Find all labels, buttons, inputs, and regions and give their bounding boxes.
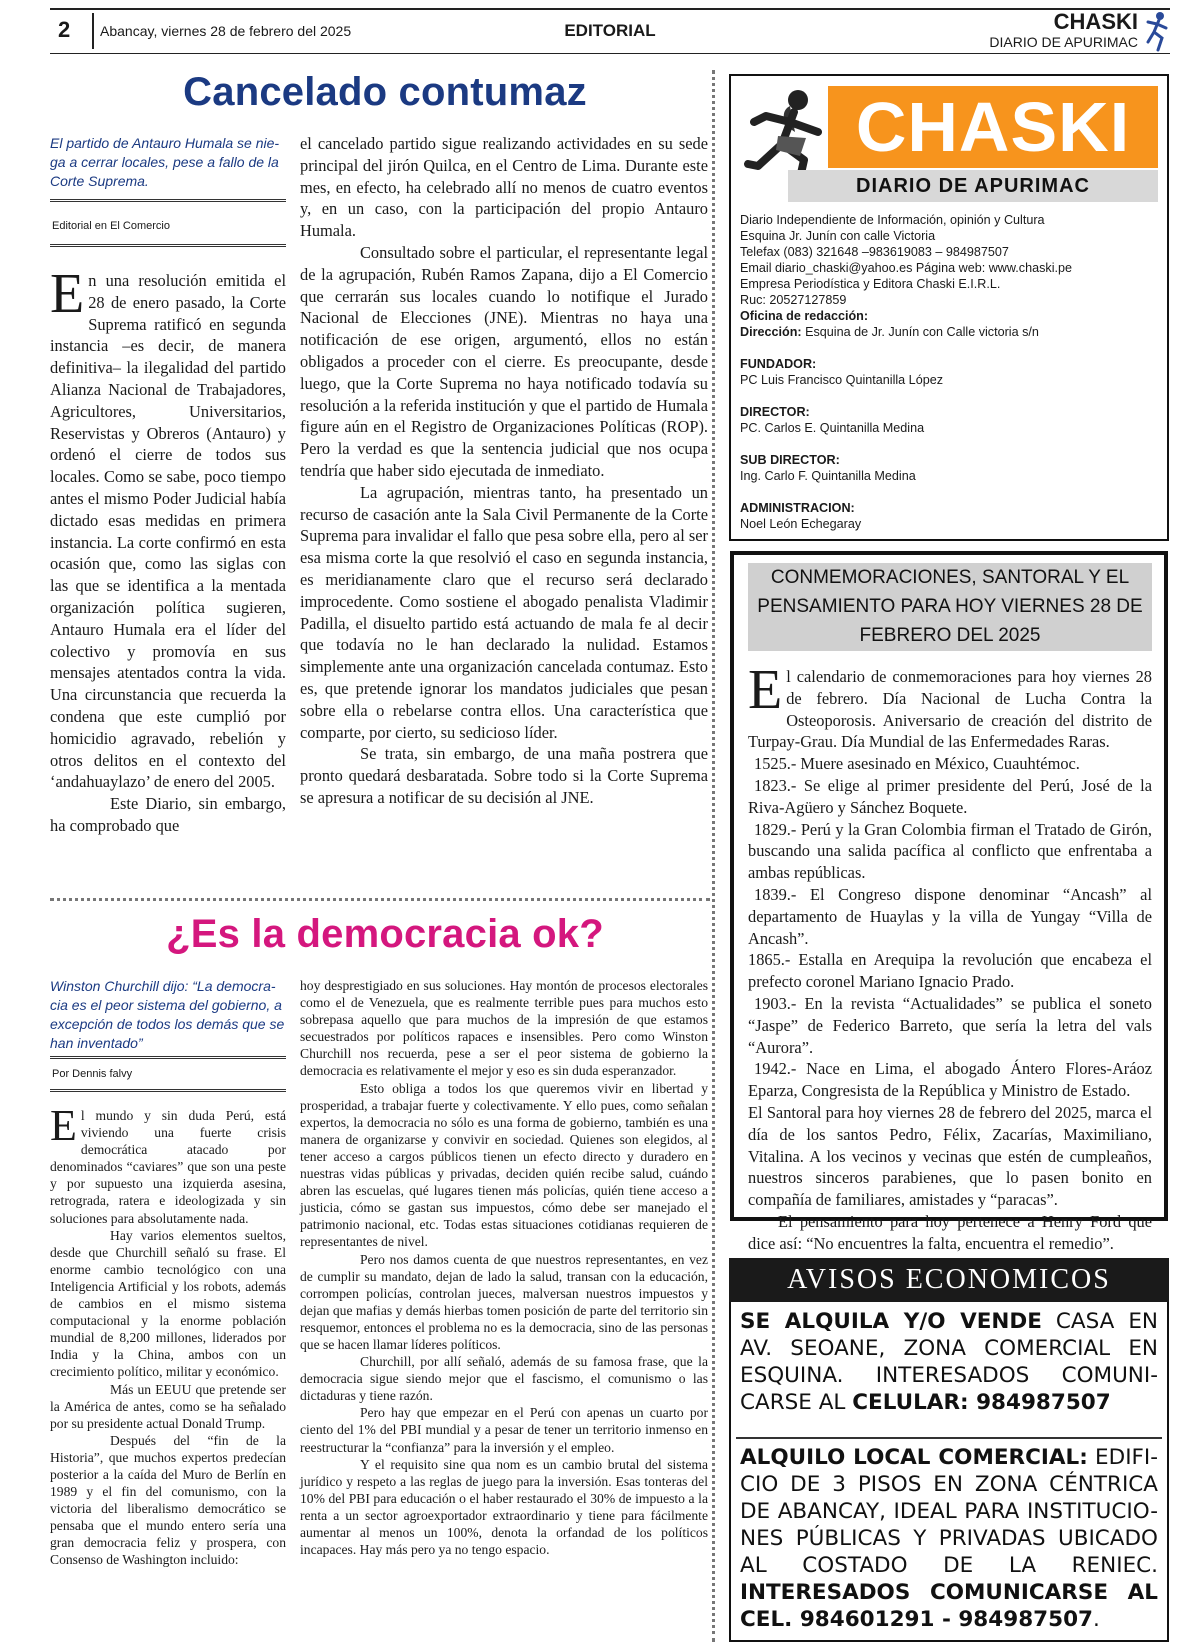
article1-paragraph: La agrupación, mientras tanto, ha presentado un recurso de casación ante la Sala Civil Permanente de la Corte Suprema para invalidar el fallo que pesa sobre ella, pero al ser esa misma corte la que resolvió el caso en segunda instancia, es meridianamente claro que el recurso será declarado improcedente. Como sostiene el abogado penalista Vladimir Padilla, el disuelto partido está actuando de mala fe al decir que todavía no le han declarado la nulidad. Estamos simplemente ante una organización cancelada contumaz. Esto es, que pretende ignorar los mandatos judiciales que pesan sobre ella o rebelarse contra ellos. Una característica que comparte, por cierto, su sedicioso líder. (300, 482, 708, 742)
article2-paragraph: Hay varios elementos sueltos, desde que Churchill señaló su frase. El enorme cambio tecnológico con una Inteligencia Artificial y los robots, además de cambios en el mismo sistema computacional y la enorme población mundial de 8,200 millones, liderados por India y la China, ambos con un crecimiento político, militar y económico. (50, 1227, 286, 1380)
article1-title: Cancelado contumaz (183, 70, 587, 114)
direccion-line: Dirección: Esquina de Jr. Junín con Calle victoria s/n (740, 325, 1039, 339)
runner-icon (1142, 10, 1172, 52)
article-separator (50, 898, 710, 901)
drop-cap: E (50, 1101, 77, 1150)
article2-paragraph: El mundo y sin duda Perú, está viviendo una fuerte crisis democrática atacado por denominados “caviares” que son una peste y por supuesto una izquierda asesina, retrograda, ratera e ideologizada y sin soluciones para absolutamente nada. (50, 1101, 286, 1226)
article1-paragraph: En una resolución emitida el 28 de enero pasado, la Corte Suprema ratificó en segunda instancia –es decir, de manera definitiva– la ilegalidad del partido Alianza Nacional de Trabajadores, Agricultores, Universitarios, Reservistas y Obreros (Antauro) y ordenó el cierre de todos sus locales. Como se sabe, poco tiempo antes el mismo Poder Judicial había dictado esas medidas en primera instancia. La corte confirmó en esta ocasión que, como las siglas con las que se identifica a la mentada organización política sugieren, Antauro Humala era el líder del colectivo y promovía en sus mensajes atentados contra la vida. Una circunstancia que recuerda la condena que este cumplió por homicidio agravado, rebelión y otros delitos en el contexto del ‘andahuaylazo’ de enero del 2005. (50, 263, 286, 792)
header-divider (92, 13, 94, 49)
brand-name: CHASKI (1053, 9, 1138, 34)
fundador-label: FUNDADOR: (740, 357, 817, 371)
masthead-subtitle: DIARIO DE APURIMAC (788, 170, 1158, 202)
article2-paragraph: Churchill, por allí señaló, además de su famosa frase, que la democracia sigue siendo mejor que el fascismo, el comunismo o las dictaduras y tiene razón. (300, 1354, 708, 1404)
article2-paragraph: Después del “fin de la Historia”, que muchos expertos predecían posterior a la caída del Muro de Berlín en 1989 y el fin del comunismo, con la victoria del liberalismo democrático se pensaba que el mundo entero sería una gran democracia feliz y prospera, con Consenso de Washington incluido: (50, 1432, 286, 1568)
conmemoraciones-intro: El calendario de conmemoraciones para hoy viernes 28 de febrero. Día Nacional de Lucha Contra la Osteoporosis. Aniversario de creación del distrito de Turpay-Grau. Día Mundial de las Enfermedades Raras. (748, 659, 1152, 752)
admin-value: Noel León Echegaray (740, 517, 862, 531)
event-item: 1942.- Nace en Lima, el abogado Ántero Flores-Aráoz Eparza, Congresista de la República y Ministro de Estado. (748, 1059, 1152, 1101)
masthead-line: Esquina Jr. Junín con calle Victoria (740, 229, 936, 243)
masthead-logo: CHASKI (828, 86, 1158, 168)
subdirector-value: Ing. Carlo F. Quintanilla Medina (740, 469, 916, 483)
brand-subtitle: DIARIO DE APURIMAC (989, 34, 1138, 50)
section-name: EDITORIAL (564, 21, 656, 40)
article2-byline-rule (50, 1089, 286, 1092)
article1-paragraph: el cancelado partido sigue realizando actividades en su sede principal del jirón Quilca, en el Centro de Lima. Durante este mes, en efecto, ha celebrado allí no menos de cuatro eventos y, en un caso, con la participación del propio Antauro Humala. (300, 134, 708, 241)
aviso-separator (736, 1437, 1162, 1439)
article2-paragraph: Pero hay que empezar en el Perú con apenas un cuarto por ciento del 1% del PBI mundial y a pesar de tener un territorio inmenso en reestructurar la “confianza” para la inversión y el empleo. (300, 1405, 708, 1455)
header-bottom-rule (50, 53, 1170, 54)
article2-dek: Winston Churchill dijo: “La democra-cia es el peor sistema del gobierno, a excepción de todos los demás que se han inventado” (50, 978, 285, 1051)
event-item: 1865.- Estalla en Arequipa la revolución que encabeza el prefecto coronel Mariano Ignacio Prado. (748, 950, 1152, 992)
drop-cap: E (50, 263, 85, 325)
conmemoraciones-title: CONMEMORACIONES, SANTORAL Y EL PENSAMIENTO PARA HOY VIERNES 28 DE FEBRERO DEL 2025 (748, 563, 1152, 651)
event-item: 1525.- Muere asesinado en México, Cuauhtémoc. (754, 754, 1080, 774)
masthead-line: Ruc: 20527127859 (740, 293, 847, 307)
article1-byline: Editorial en El Comercio (52, 220, 170, 232)
drop-cap: E (748, 659, 783, 721)
article1-column-1 (50, 263, 286, 837)
article2-byline: Por Dennis falvy (52, 1068, 133, 1080)
event-item: 1903.- En la revista “Actualidades” se publica el soneto “Jaspe” de Federico Barreto, que sería la letra del vals “Aurora”. (748, 993, 1152, 1057)
article2-paragraph: Y el requisito sine qua nom es un cambio brutal del sistema jurídico y respeto a las reglas de juego para la inversión. Esas tonteras del 10% del PBI para educación o el haber restaurado el 30% de impuesto a la renta a un sector agroexportador extraordinario y tiene para fácilmente aumentar al menos un 100%, denota la orfandad de los políticos incapaces. Hay más pero ya no tengo espacio. (300, 1456, 708, 1558)
article2-paragraph: Esto obliga a todos los que queremos vivir en libertad y prosperidad, a trabajar fuerte y colectivamente. Y ello pues, como señalan expertos, la democracia no sólo es una forma de gobierno, también es una manera de organizarse y convivir en sociedad. Quienes son elegidos, al tener acceso a cargos públicos tienen un efecto directo y duradero en nuestras vidas públicas y privadas, deciden quién recibe salud, cuándo abren las escuelas, qué lugares tienen más policías, quién tiene acceso a justicia, cómo se gastan sus impuestos, cómo debe ser manejado el patrimonio nacional, etc. Todas estas situaciones cotidianas requieren de representantes de nivel. (300, 1080, 708, 1250)
column-divider (712, 70, 715, 1642)
masthead-line: Telefax (083) 321648 –983619083 – 984987507 (740, 245, 1009, 259)
director-value: PC. Carlos E. Quintanilla Medina (740, 421, 925, 435)
oficina-label: Oficina de redacción: (740, 309, 869, 323)
subdirector-label: SUB DIRECTOR: (740, 453, 840, 467)
article1-paragraph: Se trata, sin embargo, de una maña postrera que pronto quedará desbaratada. Sobre todo si la Corte Suprema se apresura a notificar de su decisión al JNE. (300, 744, 708, 807)
aviso-1: SE ALQUILA Y/O VENDE CASA EN AV. SEOANE, ZONA COMERCIAL EN ESQUINA. INTERESADOS COMUNI-CARSE AL CELULAR: 984987507 (740, 1309, 1159, 1415)
avisos-title: AVISOS ECONOMICOS (729, 1258, 1169, 1302)
article2-column-2 (300, 977, 708, 1558)
article1-dek: El partido de Antauro Humala se nie-ga a cerrar locales, pese a fallo de la Corte Suprema. (50, 135, 280, 189)
conmemoraciones-body (748, 659, 1152, 1255)
article1-byline-rule (50, 244, 286, 247)
header-date: Abancay, viernes 28 de febrero del 2025 (100, 23, 352, 39)
article2-title: ¿Es la democracia ok? (166, 912, 604, 956)
event-item: 1823.- Se elige al primer presidente del Perú, José de la Riva-Agüero y Sánchez Boquete. (748, 775, 1152, 817)
santoral-text: El Santoral para hoy viernes 28 de febrero del 2025, marca el día de los santos Pedro, Félix, Zacarías, Maximiliano, Vitalina. A los vecinos y vecinas que estén de cumpleaños, nuestros sinceros parabienes, que lo pasen bonito en compañía de familiares, amistades y “paracas”. (748, 1102, 1152, 1210)
masthead-line: Email diario_chaski@yahoo.es Página web: www.chaski.pe (740, 261, 1072, 275)
article2-paragraph: Pero nos damos cuenta de que nuestros representantes, en vez de cumplir su mandato, dejan de lado la salud, transan con la educación, corrompen policías, controlan jueces, malversan nuestros impuestos y dejan que mafias y demás hierbas tomen posición de parte del territorio sin resquemor, entonces el problema no es la democracia, sino de las personas que se hacen llamar líderes políticos. (300, 1251, 708, 1352)
masthead-line: Empresa Periodística y Editora Chaski E.I.R.L. (740, 277, 1001, 291)
masthead-line: Diario Independiente de Información, opinión y Cultura (740, 213, 1045, 227)
aviso-2: ALQUILO LOCAL COMERCIAL: EDIFI-CIO DE 3 PISOS EN ZONA CÉNTRICA DE ABANCAY, IDEAL PARA INSTITUCIO-NES PÚBLICAS Y PRIVADAS UBICADO AL COSTADO DE LA RENIEC. INTERESADOS COMUNICARSE AL CEL. 984601291 - 984987507. (740, 1445, 1158, 1632)
director-label: DIRECTOR: (740, 405, 810, 419)
article1-paragraph: Consultado sobre el particular, el representante legal de la agrupación, Rubén Ramos Zapana, dijo a El Comercio que cerrarán sus locales cuando lo notifique el Jurado Nacional de Elecciones (JNE). Mientras no haya una notificación de ese origen, argumentó, ellos no están obligados a proceder con el cierre. Es preocupante, desde luego, que la Corte Suprema no haya notificado todavía su resolución a la referida institución y que el partido de Humala figure aún en el Registro de Organizaciones Políticas (ROP). Pero la verdad es que la sentencia judicial que nos ocupa tendría que haber sido ejecutada de inmediato. (300, 242, 708, 480)
header-brand (989, 10, 1138, 50)
event-item: 1839.- El Congreso dispone denominar “Ancash” al departamento de Huaylas y la villa de Yungay “Villa de Ancash”. (748, 884, 1152, 948)
article1-dek-rule (50, 199, 286, 202)
article1-column-2 (300, 133, 708, 809)
article1-paragraph: Este Diario, sin embargo, ha comprobado que (50, 794, 286, 835)
article2-column-1 (50, 1101, 286, 1569)
event-item: 1829.- Perú y la Gran Colombia firman el Tratado de Girón, buscando una salida pacífica al conflicto que enfrentaba a ambas repúblicas. (748, 819, 1152, 883)
article2-paragraph: hoy desprestigiado en sus soluciones. Hay montón de procesos electorales como el de Venezuela, que es realmente terrible pues para muchos esto sobrepasa aquello que para muchos de la impresión de que estamos secuestrados por políticos rapaces e insensibles. Pero como Winston Churchill nos recuerda, pese a ser el peor sistema de gobierno la democracia es relativamente el mejor y eso es sin duda esperanzador. (300, 978, 708, 1079)
admin-label: ADMINISTRACION: (740, 501, 855, 515)
pensamiento-text: El pensamiento para hoy pertenece a Henry Ford que dice así: “No encuentres la falta, encuentra el remedio”. (748, 1211, 1152, 1253)
masthead-info (740, 212, 1160, 532)
fundador-value: PC Luis Francisco Quintanilla López (740, 373, 944, 387)
article2-dek-rule (50, 1056, 286, 1059)
page-number: 2 (58, 17, 71, 42)
article2-paragraph: Más un EEUU que pretende ser la América de antes, como se ha señalado por su presidente actual Donald Trump. (50, 1381, 286, 1431)
